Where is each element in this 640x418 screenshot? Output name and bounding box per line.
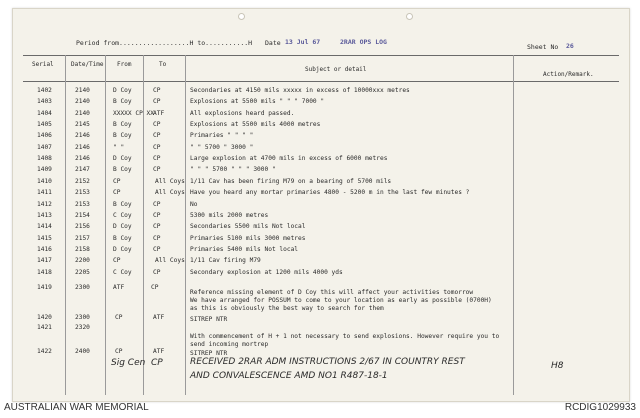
from-cell: B Coy — [113, 234, 132, 242]
from-cell: CP — [113, 189, 121, 197]
to-cell: CP — [151, 284, 159, 291]
time-cell: 2140 — [75, 98, 90, 106]
col-header-dtg: Date/Time — [71, 61, 104, 68]
from-cell: B Coy — [113, 121, 132, 129]
detail-cell: Primaries 5100 mils 3000 metres — [190, 234, 306, 242]
time-cell: 2400 — [75, 348, 90, 355]
handwritten-line: AND CONVALESCENCE AMD NO1 R487-18-1 — [190, 371, 388, 381]
time-cell: 2320 — [75, 324, 90, 331]
to-cell: CP — [153, 155, 161, 163]
detail-cell: SITREP NTR — [190, 350, 228, 357]
to-cell: CP — [153, 245, 161, 253]
serial-cell: 1403 — [37, 98, 52, 106]
archive-credit: AUSTRALIAN WAR MEMORIAL — [4, 402, 149, 413]
serial-cell: 1404 — [37, 109, 52, 117]
to-cell: ATF — [153, 314, 165, 321]
time-cell: 2140 — [75, 87, 90, 94]
date-value: 13 Jul 67 — [285, 38, 321, 46]
to-cell: ATF — [153, 109, 165, 117]
time-cell: 2153 — [75, 189, 90, 197]
serial-cell: 1405 — [37, 121, 52, 129]
detail-cell: Have you heard any mortar primaries 4800 - 5200 m in the last few minutes ? — [190, 189, 470, 197]
to-cell: CP — [153, 121, 161, 129]
detail-line: send incoming mortrep — [190, 341, 269, 348]
detail-line: as this is obviously the best way to search for them — [190, 305, 384, 312]
from-cell: D Coy — [113, 223, 132, 231]
serial-cell: 1416 — [37, 245, 52, 253]
to-cell: CP — [153, 268, 161, 276]
to-cell: CP — [153, 200, 161, 208]
serial-cell: 1422 — [37, 348, 52, 355]
sheet-number-value: 26 — [566, 42, 574, 50]
detail-cell: All explosions heard passed. — [190, 109, 295, 117]
serial-cell: 1418 — [37, 268, 52, 276]
detail-cell: " " " 5700 " " " 3000 " — [190, 166, 276, 174]
detail-cell: " " 5700 " 3000 " — [190, 143, 254, 151]
from-cell: " " — [113, 143, 125, 151]
serial-cell: 1407 — [37, 143, 52, 151]
to-cell: All Coys — [155, 189, 185, 197]
from-cell: B Coy — [113, 98, 132, 106]
to-cell: CP — [153, 143, 161, 151]
serial-cell: 1409 — [37, 166, 52, 174]
detail-cell: 1/11 Cav firing M79 — [190, 257, 261, 265]
time-cell: 2157 — [75, 234, 90, 242]
from-cell: C Coy — [113, 211, 132, 219]
time-cell: 2300 — [75, 314, 90, 321]
to-cell: All Coys — [155, 257, 185, 265]
serial-cell: 1406 — [37, 132, 52, 140]
detail-cell: Explosions at 5500 mils " " " 7000 " — [190, 98, 325, 106]
detail-line: We have arranged for POSSUM to come to your location as early as possible (0700H) — [190, 297, 492, 304]
date-label: Date — [265, 39, 281, 47]
serial-cell: 1413 — [37, 211, 52, 219]
detail-cell: 1/11 Cav has been firing M79 on a bearing of 5700 mils — [190, 177, 392, 185]
detail-cell: Secondaries at 4150 mils xxxxx in excess of 10000xxx metres — [190, 87, 410, 94]
time-cell: 2140 — [75, 109, 90, 117]
from-cell: CP — [113, 177, 121, 185]
serial-cell: 1421 — [37, 324, 52, 331]
serial-cell: 1415 — [37, 234, 52, 242]
handwritten-action: H8 — [551, 361, 564, 371]
from-cell: ATF — [113, 284, 125, 291]
to-cell: CP — [153, 132, 161, 140]
sheet-number-label: Sheet No — [527, 43, 559, 51]
to-cell: CP — [153, 211, 161, 219]
col-header-subject: Subject or detail — [305, 66, 367, 73]
log-sheet — [12, 8, 630, 402]
from-cell: CP — [115, 348, 123, 355]
from-cell: B Coy — [113, 166, 132, 174]
time-cell: 2200 — [75, 257, 90, 265]
serial-cell: 1410 — [37, 177, 52, 185]
to-cell: CP — [153, 87, 161, 94]
detail-cell: Secondary explosion at 1200 mils 4000 yds — [190, 268, 343, 276]
to-cell: CP — [153, 223, 161, 231]
detail-cell: Explosions at 5500 mils 4000 metres — [190, 121, 321, 129]
handwritten-to: CP — [151, 358, 163, 368]
serial-cell: 1417 — [37, 257, 52, 265]
from-cell: B Coy — [113, 200, 132, 208]
detail-cell: No — [190, 200, 198, 208]
detail-cell: Primaries " " " " — [190, 132, 254, 140]
time-cell: 2156 — [75, 223, 90, 231]
unit-stamp: 2RAR OPS LOG — [340, 38, 387, 46]
serial-cell: 1419 — [37, 284, 52, 291]
column-divider — [105, 55, 106, 395]
handwritten-line: RECEIVED 2RAR ADM INSTRUCTIONS 2/67 IN COUNTRY REST — [190, 357, 465, 367]
from-cell: CP — [113, 257, 121, 265]
serial-cell: 1420 — [37, 314, 52, 321]
archive-reference: RCDIG1029933 — [564, 402, 636, 413]
serial-cell: 1411 — [37, 189, 52, 197]
column-divider — [513, 55, 514, 395]
from-cell: D Coy — [113, 155, 132, 163]
detail-line: Reference missing element of D Coy this will affect your activities tomorrow — [190, 289, 474, 296]
time-cell: 2158 — [75, 245, 90, 253]
detail-cell: Secondaries 5500 mils Not local — [190, 223, 306, 231]
from-cell: CP — [115, 314, 123, 321]
table-top-rule — [23, 55, 619, 56]
column-divider — [65, 55, 66, 395]
col-header-action: Action/Remark. — [543, 71, 594, 78]
detail-line: With commencement of H + 1 not necessary to send explosions. However require you to — [190, 333, 500, 340]
column-divider — [143, 55, 144, 395]
to-cell: ATF — [153, 348, 165, 355]
time-cell: 2146 — [75, 143, 90, 151]
from-cell: B Coy — [113, 132, 132, 140]
serial-cell: 1402 — [37, 87, 52, 94]
time-cell: 2205 — [75, 268, 90, 276]
table-header-rule — [23, 81, 619, 82]
to-cell: CP — [153, 234, 161, 242]
punch-hole — [238, 13, 245, 20]
time-cell: 2147 — [75, 166, 90, 174]
time-cell: 2146 — [75, 132, 90, 140]
to-cell: CP — [153, 98, 161, 106]
from-cell: D Coy — [113, 87, 132, 94]
column-divider — [185, 55, 186, 395]
from-cell: C Coy — [113, 268, 132, 276]
time-cell: 2146 — [75, 155, 90, 163]
detail-cell: 5300 mils 2000 metres — [190, 211, 269, 219]
time-cell: 2153 — [75, 200, 90, 208]
serial-cell: 1408 — [37, 155, 52, 163]
serial-cell: 1414 — [37, 223, 52, 231]
detail-cell: SITREP NTR — [190, 316, 228, 323]
to-cell: All Coys — [155, 177, 185, 185]
time-cell: 2154 — [75, 211, 90, 219]
handwritten-from: Sig Cen — [111, 358, 146, 368]
time-cell: 2300 — [75, 284, 90, 291]
from-cell: D Coy — [113, 245, 132, 253]
period-label: Period from..................H to...........H — [76, 39, 253, 47]
serial-cell: 1412 — [37, 200, 52, 208]
to-cell: CP — [153, 166, 161, 174]
time-cell: 2145 — [75, 121, 90, 129]
detail-cell: Primaries 5400 mils Not local — [190, 245, 299, 253]
col-header-from: From — [117, 61, 132, 68]
time-cell: 2152 — [75, 177, 90, 185]
col-header-to: To — [159, 61, 167, 68]
punch-hole — [406, 13, 413, 20]
col-header-serial: Serial — [32, 61, 54, 68]
detail-cell: Large explosion at 4700 mils in excess of 6000 metres — [190, 155, 388, 163]
from-cell: XXXXX CP XX — [113, 109, 154, 117]
